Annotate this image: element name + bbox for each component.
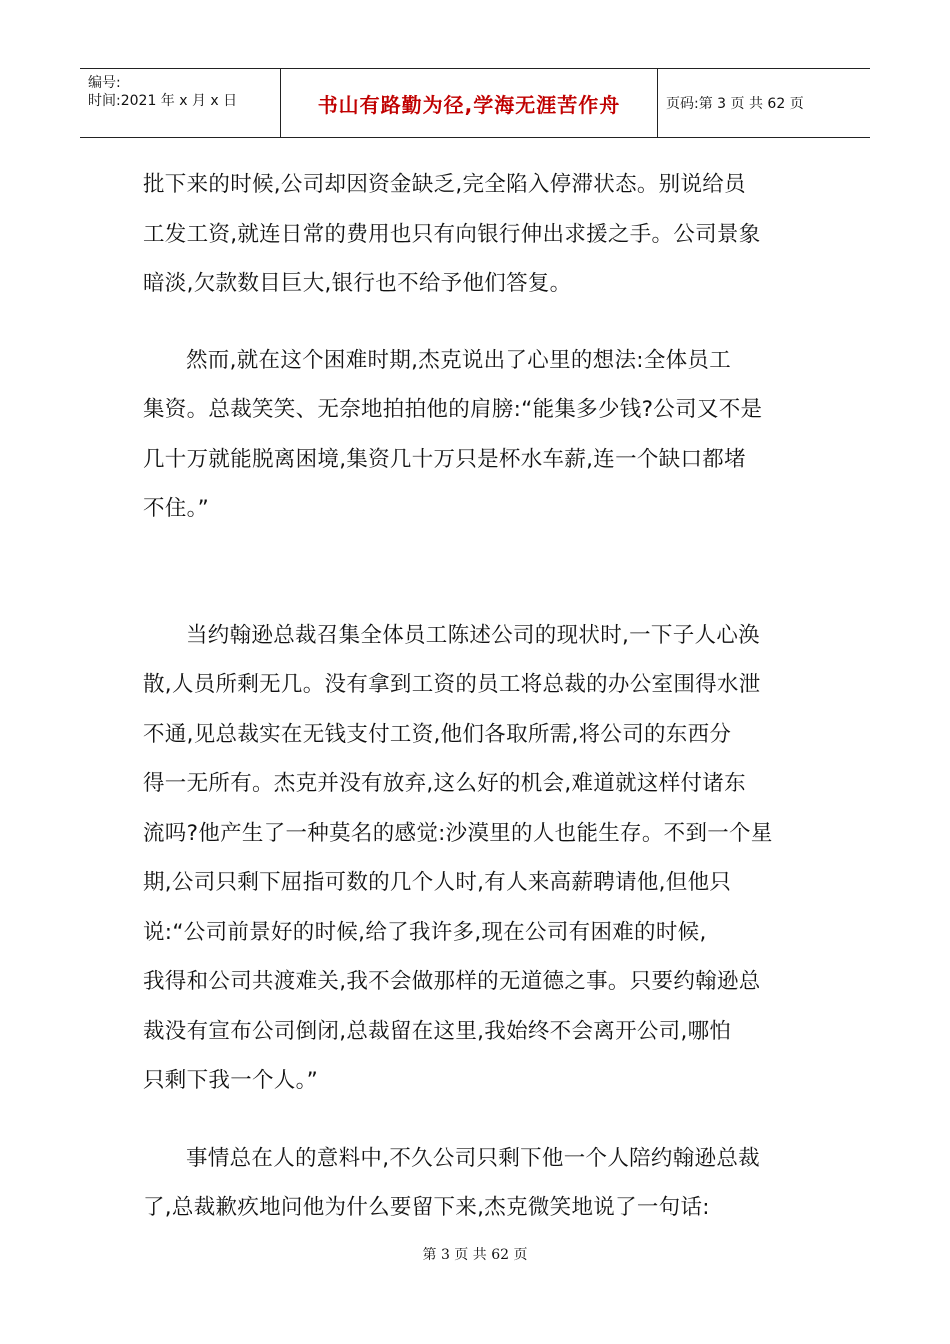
document-body (143, 160, 808, 1233)
header-page-info: 页码:第 3 页 共 62 页 (666, 96, 804, 112)
header-meta-cell (80, 69, 281, 137)
header-page-cell (658, 69, 870, 137)
text-line: 工发工资,就连日常的费用也只有向银行伸出求援之手。公司景象 (143, 221, 761, 247)
text-line: 事情总在人的意料中,不久公司只剩下他一个人陪约翰逊总裁 (186, 1145, 760, 1171)
paragraph (143, 1134, 808, 1233)
text-line: 流吗?他产生了一种莫名的感觉:沙漠里的人也能生存。不到一个星 (143, 820, 773, 846)
text-line: 期,公司只剩下屈指可数的几个人时,有人来高薪聘请他,但他只 (143, 870, 732, 895)
header-motto-cell (281, 69, 658, 137)
page-footer (0, 1244, 950, 1264)
text-line: 只剩下我一个人。” (143, 1068, 319, 1093)
text-line: 批下来的时候,公司却因资金缺乏,完全陷入停滞状态。别说给员 (143, 172, 746, 197)
text-line: 我得和公司共渡难关,我不会做那样的无道德之事。只要约翰逊总 (143, 969, 761, 994)
text-line: 然而,就在这个困难时期,杰克说出了心里的想法:全体员工 (186, 347, 732, 373)
text-line: 几十万就能脱离困境,集资几十万只是杯水车薪,连一个缺口都堵 (143, 446, 746, 472)
document-header (80, 68, 870, 138)
text-line: 散,人员所剩无几。没有拿到工资的员工将总裁的办公室围得水泄 (143, 672, 761, 697)
footer-page-number: 第 3 页 共 62 页 (422, 1247, 528, 1263)
paragraph (143, 611, 808, 1106)
text-line: 集资。总裁笑笑、无奈地拍拍他的肩膀:“能集多少钱?公司又不是 (143, 397, 763, 422)
text-line: 说:“公司前景好的时候,给了我许多,现在公司有困难的时候, (143, 919, 707, 945)
text-line: 了,总裁歉疚地问他为什么要留下来,杰克微笑地说了一句话: (143, 1195, 710, 1220)
text-line: 不住。” (143, 496, 210, 521)
text-line: 当约翰逊总裁召集全体员工陈述公司的现状时,一下子人心涣 (186, 622, 760, 648)
paragraph (143, 160, 808, 309)
text-line: 得一无所有。杰克并没有放弃,这么好的机会,难道就这样付诸东 (143, 771, 746, 796)
text-line: 裁没有宣布公司倒闭,总裁留在这里,我始终不会离开公司,哪怕 (143, 1018, 732, 1044)
document-number-label: 编号: (88, 75, 121, 91)
header-motto: 书山有路勤为径,学海无涯苦作舟 (317, 92, 621, 117)
text-line: 不通,见总裁实在无钱支付工资,他们各取所需,将公司的东西分 (143, 721, 732, 747)
document-date-label: 时间:2021 年 x 月 x 日 (88, 93, 238, 109)
paragraph (143, 336, 808, 534)
text-line: 暗淡,欠款数目巨大,银行也不给予他们答复。 (143, 271, 572, 296)
